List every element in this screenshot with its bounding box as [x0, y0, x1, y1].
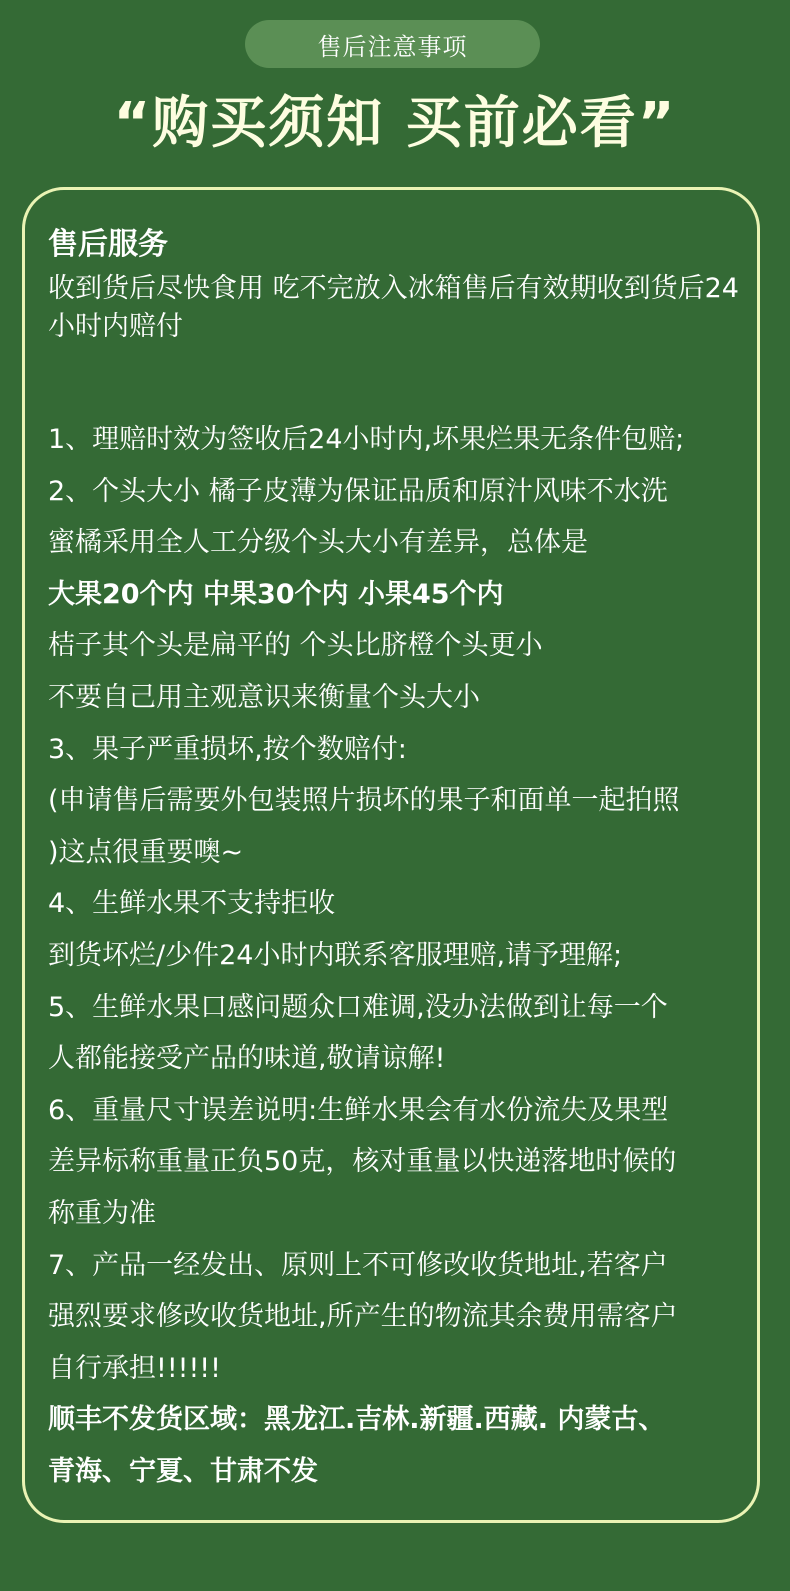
notice-line: )这点很重要噢~ [48, 836, 244, 868]
notice-line: 称重为准 [48, 1197, 156, 1229]
notice-line: 5、生鲜水果口感问题众口难调,没办法做到让每一个 [48, 991, 668, 1023]
notice-line: 桔子其个头是扁平的 个头比脐橙个头更小 [48, 630, 543, 662]
notice-line: 2、个头大小 橘子皮薄为保证品质和原汁风味不水洗 [48, 475, 668, 507]
notice-line: 3、果子严重损坏,按个数赔付: [48, 733, 407, 765]
notice-line: 到货坏烂/少件24小时内联系客服理赔,请予理解; [48, 939, 623, 971]
notice-line: 蜜橘采用全人工分级个头大小有差异，总体是 [48, 527, 588, 559]
section-label-pill [245, 20, 540, 68]
notice-line: 人都能接受产品的味道,敬请谅解! [48, 1043, 446, 1075]
notice-line: 4、生鲜水果不支持拒收 [48, 888, 336, 920]
service-title: 售后服务 [48, 227, 168, 262]
service-description: 收到货后尽快食用 吃不完放入冰箱售后有效期收到货后24小时内赔付 [48, 273, 739, 342]
notice-line: 自行承担!!!!!! [48, 1352, 221, 1384]
notice-line: 顺丰不发货区域：黑龙江.吉林.新疆.西藏. 内蒙古、 [48, 1404, 666, 1436]
notice-line: 7、产品一经发出、原则上不可修改收货地址,若客户 [48, 1249, 668, 1281]
notice-line: (申请售后需要外包装照片损坏的果子和面单一起拍照 [48, 785, 680, 817]
page-headline: “购买须知 买前必看” [113, 91, 677, 156]
notice-line: 6、重量尺寸误差说明:生鲜水果会有水份流失及果型 [48, 1094, 669, 1126]
notice-line: 差异标称重量正负50克，核对重量以快递落地时候的 [48, 1146, 677, 1178]
notice-list [48, 414, 753, 1497]
notice-line: 1、理赔时效为签收后24小时内,坏果烂果无条件包赔; [48, 424, 685, 455]
notice-line: 不要自己用主观意识来衡量个头大小 [48, 681, 480, 713]
notice-line: 强烈要求修改收货地址,所产生的物流其余费用需客户 [48, 1301, 678, 1333]
notice-line: 大果20个内 中果30个内 小果45个内 [48, 578, 504, 610]
section-label: 售后注意事项 [317, 32, 468, 61]
notice-line: 青海、宁夏、甘肃不发 [48, 1455, 318, 1487]
